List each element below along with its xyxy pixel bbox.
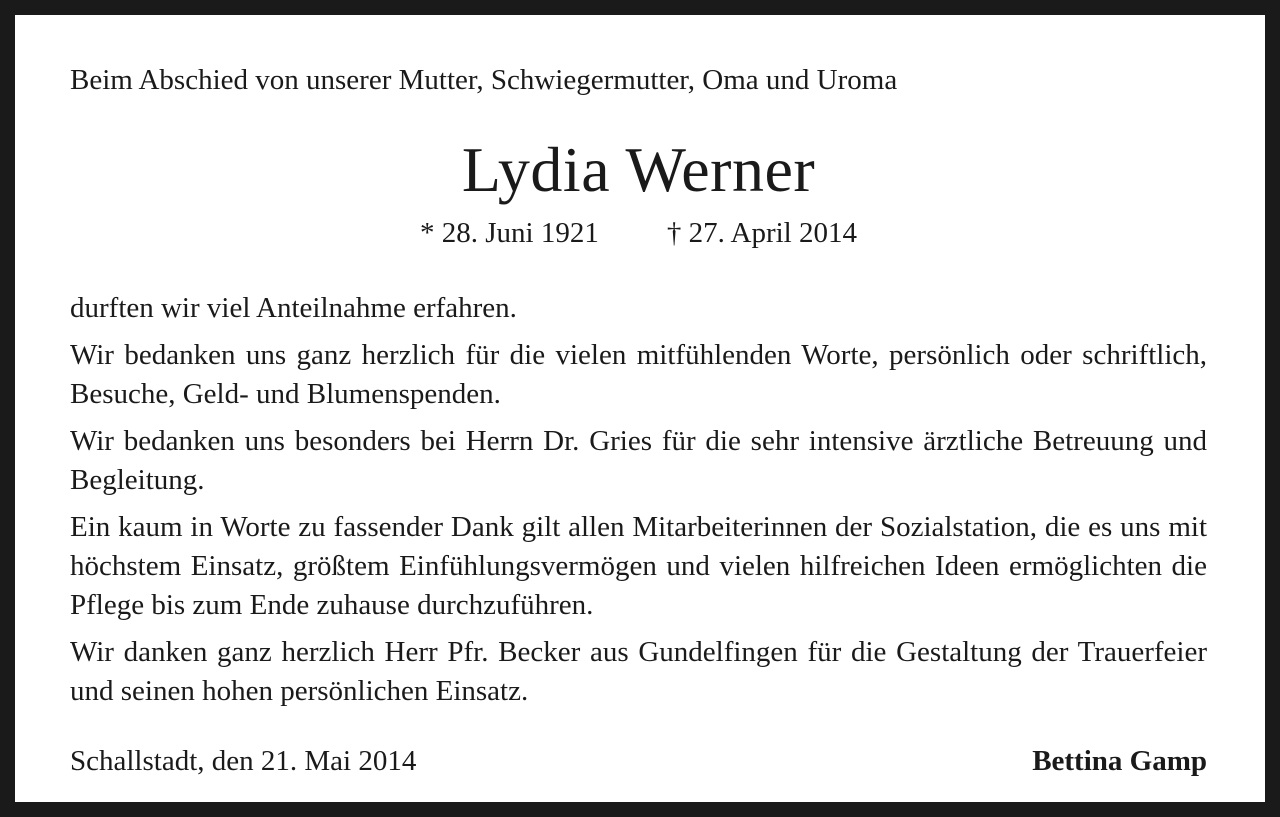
birth-date: * 28. Juni 1921	[420, 217, 599, 249]
signer-name: Bettina Gamp	[1032, 745, 1207, 777]
notice-content	[70, 15, 1207, 802]
life-dates	[70, 215, 1207, 251]
paragraph-3: Wir bedanken uns besonders bei Herrn Dr. Gries für die sehr intensive ärztliche Betreuung und Begleitung.	[70, 425, 1207, 496]
intro-line: Beim Abschied von unserer Mutter, Schwiegermutter, Oma und Uroma	[70, 64, 898, 96]
death-date: † 27. April 2014	[666, 217, 857, 249]
paragraph-5: Wir danken ganz herzlich Herr Pfr. Becker aus Gundelfingen für die Gestaltung der Trauerfeier und seinen hohen persönlichen Einsatz.	[70, 636, 1207, 707]
paragraph-4: Ein kaum in Worte zu fassender Dank gilt allen Mitarbeiterinnen der Sozialstation, die es uns mit höchstem Einsatz, größtem Einfühlungsvermögen und vielen hilfreichen Ideen ermöglichten die Pflege bis zum Ende zuhause durchzuführen.	[70, 511, 1207, 621]
deceased-name: Lydia Werner	[461, 134, 816, 205]
thank-you-text	[70, 289, 1207, 719]
place-date: Schallstadt, den 21. Mai 2014	[70, 745, 417, 777]
paragraph-1: durften wir viel Anteilnahme erfahren.	[70, 292, 517, 324]
paragraph-2: Wir bedanken uns ganz herzlich für die vielen mitfühlenden Worte, persönlich oder schriftlich, Besuche, Geld- und Blumenspenden.	[70, 339, 1207, 410]
